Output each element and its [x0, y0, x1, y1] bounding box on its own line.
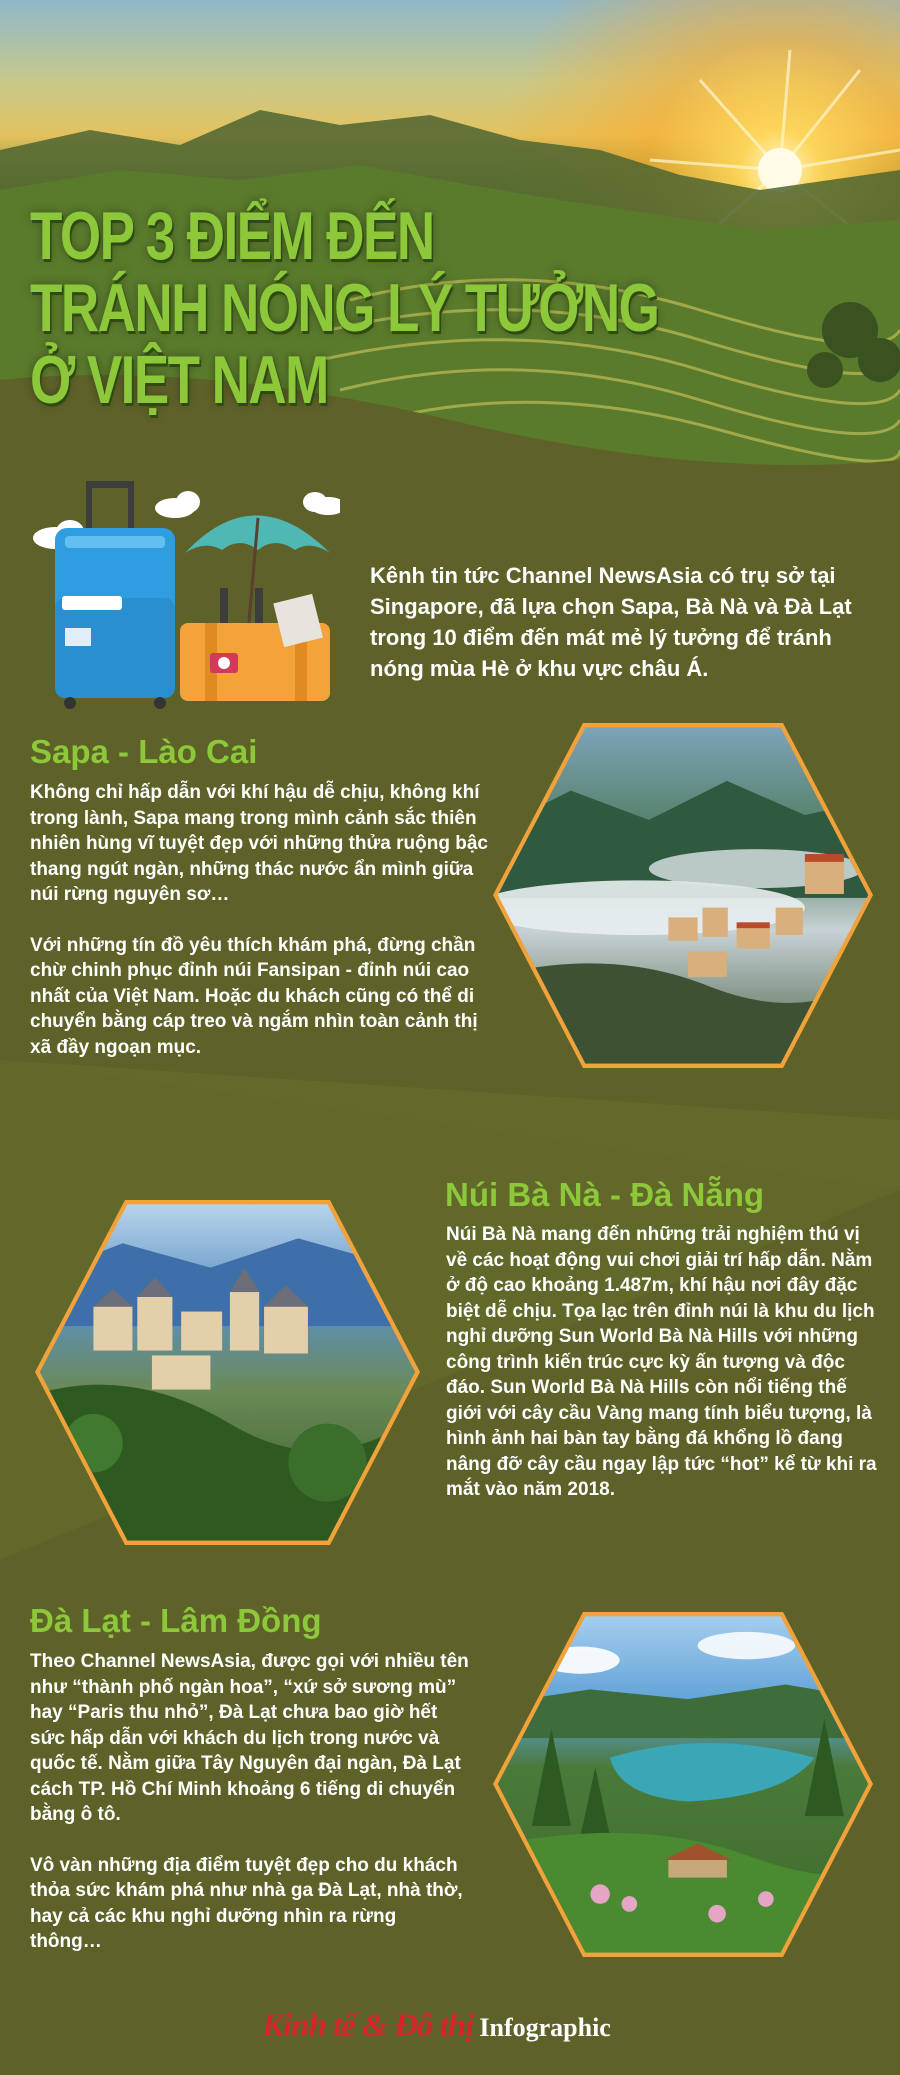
paragraph: Vô vàn những địa điểm tuyệt đẹp cho du khách thỏa sức khám phá như nhà ga Đà Lạt, nhà thờ, hay cả các khu nghỉ dưỡng nhìn ra rừng thông…: [30, 1854, 463, 1952]
paragraph: Không chỉ hấp dẫn với khí hậu dễ chịu, không khí trong lành, Sapa mang trong mình cảnh sắc thiên nhiên hùng vĩ tuyệt đẹp với những thửa ruộng bậc thang ngút ngàn, những thác nước ẩn mình giữa núi rừng nguyên sơ…: [30, 782, 488, 905]
paragraph: Núi Bà Nà mang đến những trải nghiệm thú vị về các hoạt động vui chơi giải trí hấp dẫn. Nằm ở độ cao khoảng 1.487m, khí hậu nơi đây đặc biệt dễ chịu. Tọa lạc trên đỉnh núi là khu du lịch nghỉ dưỡng Sun World Bà Nà Hills với những công trình kiến trúc cực kỳ ấn tượng và độc đáo. Sun World Bà Nà Hills còn nổi tiếng thế giới với cây cầu Vàng mang tính biểu tượng, là hình ảnh hai bàn tay bằng đá khổng lồ đang nâng đỡ cây cầu ngay lập tức “hot” kể từ khi ra mắt vào năm 2018.: [446, 1224, 877, 1500]
section-body-bana: [446, 1222, 886, 1528]
section-title-sapa: Sapa - Lào Cai: [30, 733, 258, 770]
brand-logo: Kinh tế & Đô thị: [262, 2008, 474, 2044]
section-title-bana: Núi Bà Nà - Đà Nẵng: [445, 1176, 765, 1213]
page-title: [30, 198, 659, 419]
section-body-dalat: [30, 1649, 470, 1980]
luggage-umbrella-illustration: [10, 478, 340, 713]
section-title-dalat: Đà Lạt - Lâm Đồng: [30, 1602, 322, 1639]
paragraph: Theo Channel NewsAsia, được gọi với nhiều tên như “thành phố ngàn hoa”, “xứ sở sương mù” hay “Paris thu nhỏ”, Đà Lạt chưa bao giờ hết sức hấp dẫn với khách du lịch trong nước và quốc tế. Nằm giữa Tây Nguyên đại ngàn, Đà Lạt cách TP. Hồ Chí Minh khoảng 6 tiếng di chuyển bằng ô tô.: [30, 1651, 469, 1825]
intro-text: Kênh tin tức Channel NewsAsia có trụ sở tại Singapore, đã lựa chọn Sapa, Bà Nà và Đà Lạt trong 10 điểm đến mát mẻ lý tưởng để tránh nóng mùa Hè ở khu vực châu Á.: [370, 563, 852, 681]
section-body-sapa: [30, 780, 490, 1085]
paragraph: Với những tín đồ yêu thích khám phá, đừng chần chừ chinh phục đỉnh núi Fansipan - đỉnh núi cao nhất của Việt Nam. Hoặc du khách cũng có thể di chuyển bằng cáp treo và ngắm nhìn toàn cảnh thị xã đầy ngoạn mục.: [30, 934, 478, 1058]
bana-hexagon-photo: [30, 1195, 425, 1550]
title-line-1: TOP 3 ĐIỂM ĐẾN: [30, 198, 434, 274]
title-line-3: Ở VIỆT NAM: [30, 342, 328, 419]
footer-logo: [262, 2008, 611, 2045]
infographic-label: Infographic: [479, 2013, 611, 2042]
dalat-hexagon-photo: [488, 1607, 878, 1962]
sapa-hexagon-photo: [488, 718, 878, 1073]
title-line-2: TRÁNH NÓNG LÝ TƯỞNG: [30, 270, 659, 347]
hero-banner: [0, 0, 900, 520]
